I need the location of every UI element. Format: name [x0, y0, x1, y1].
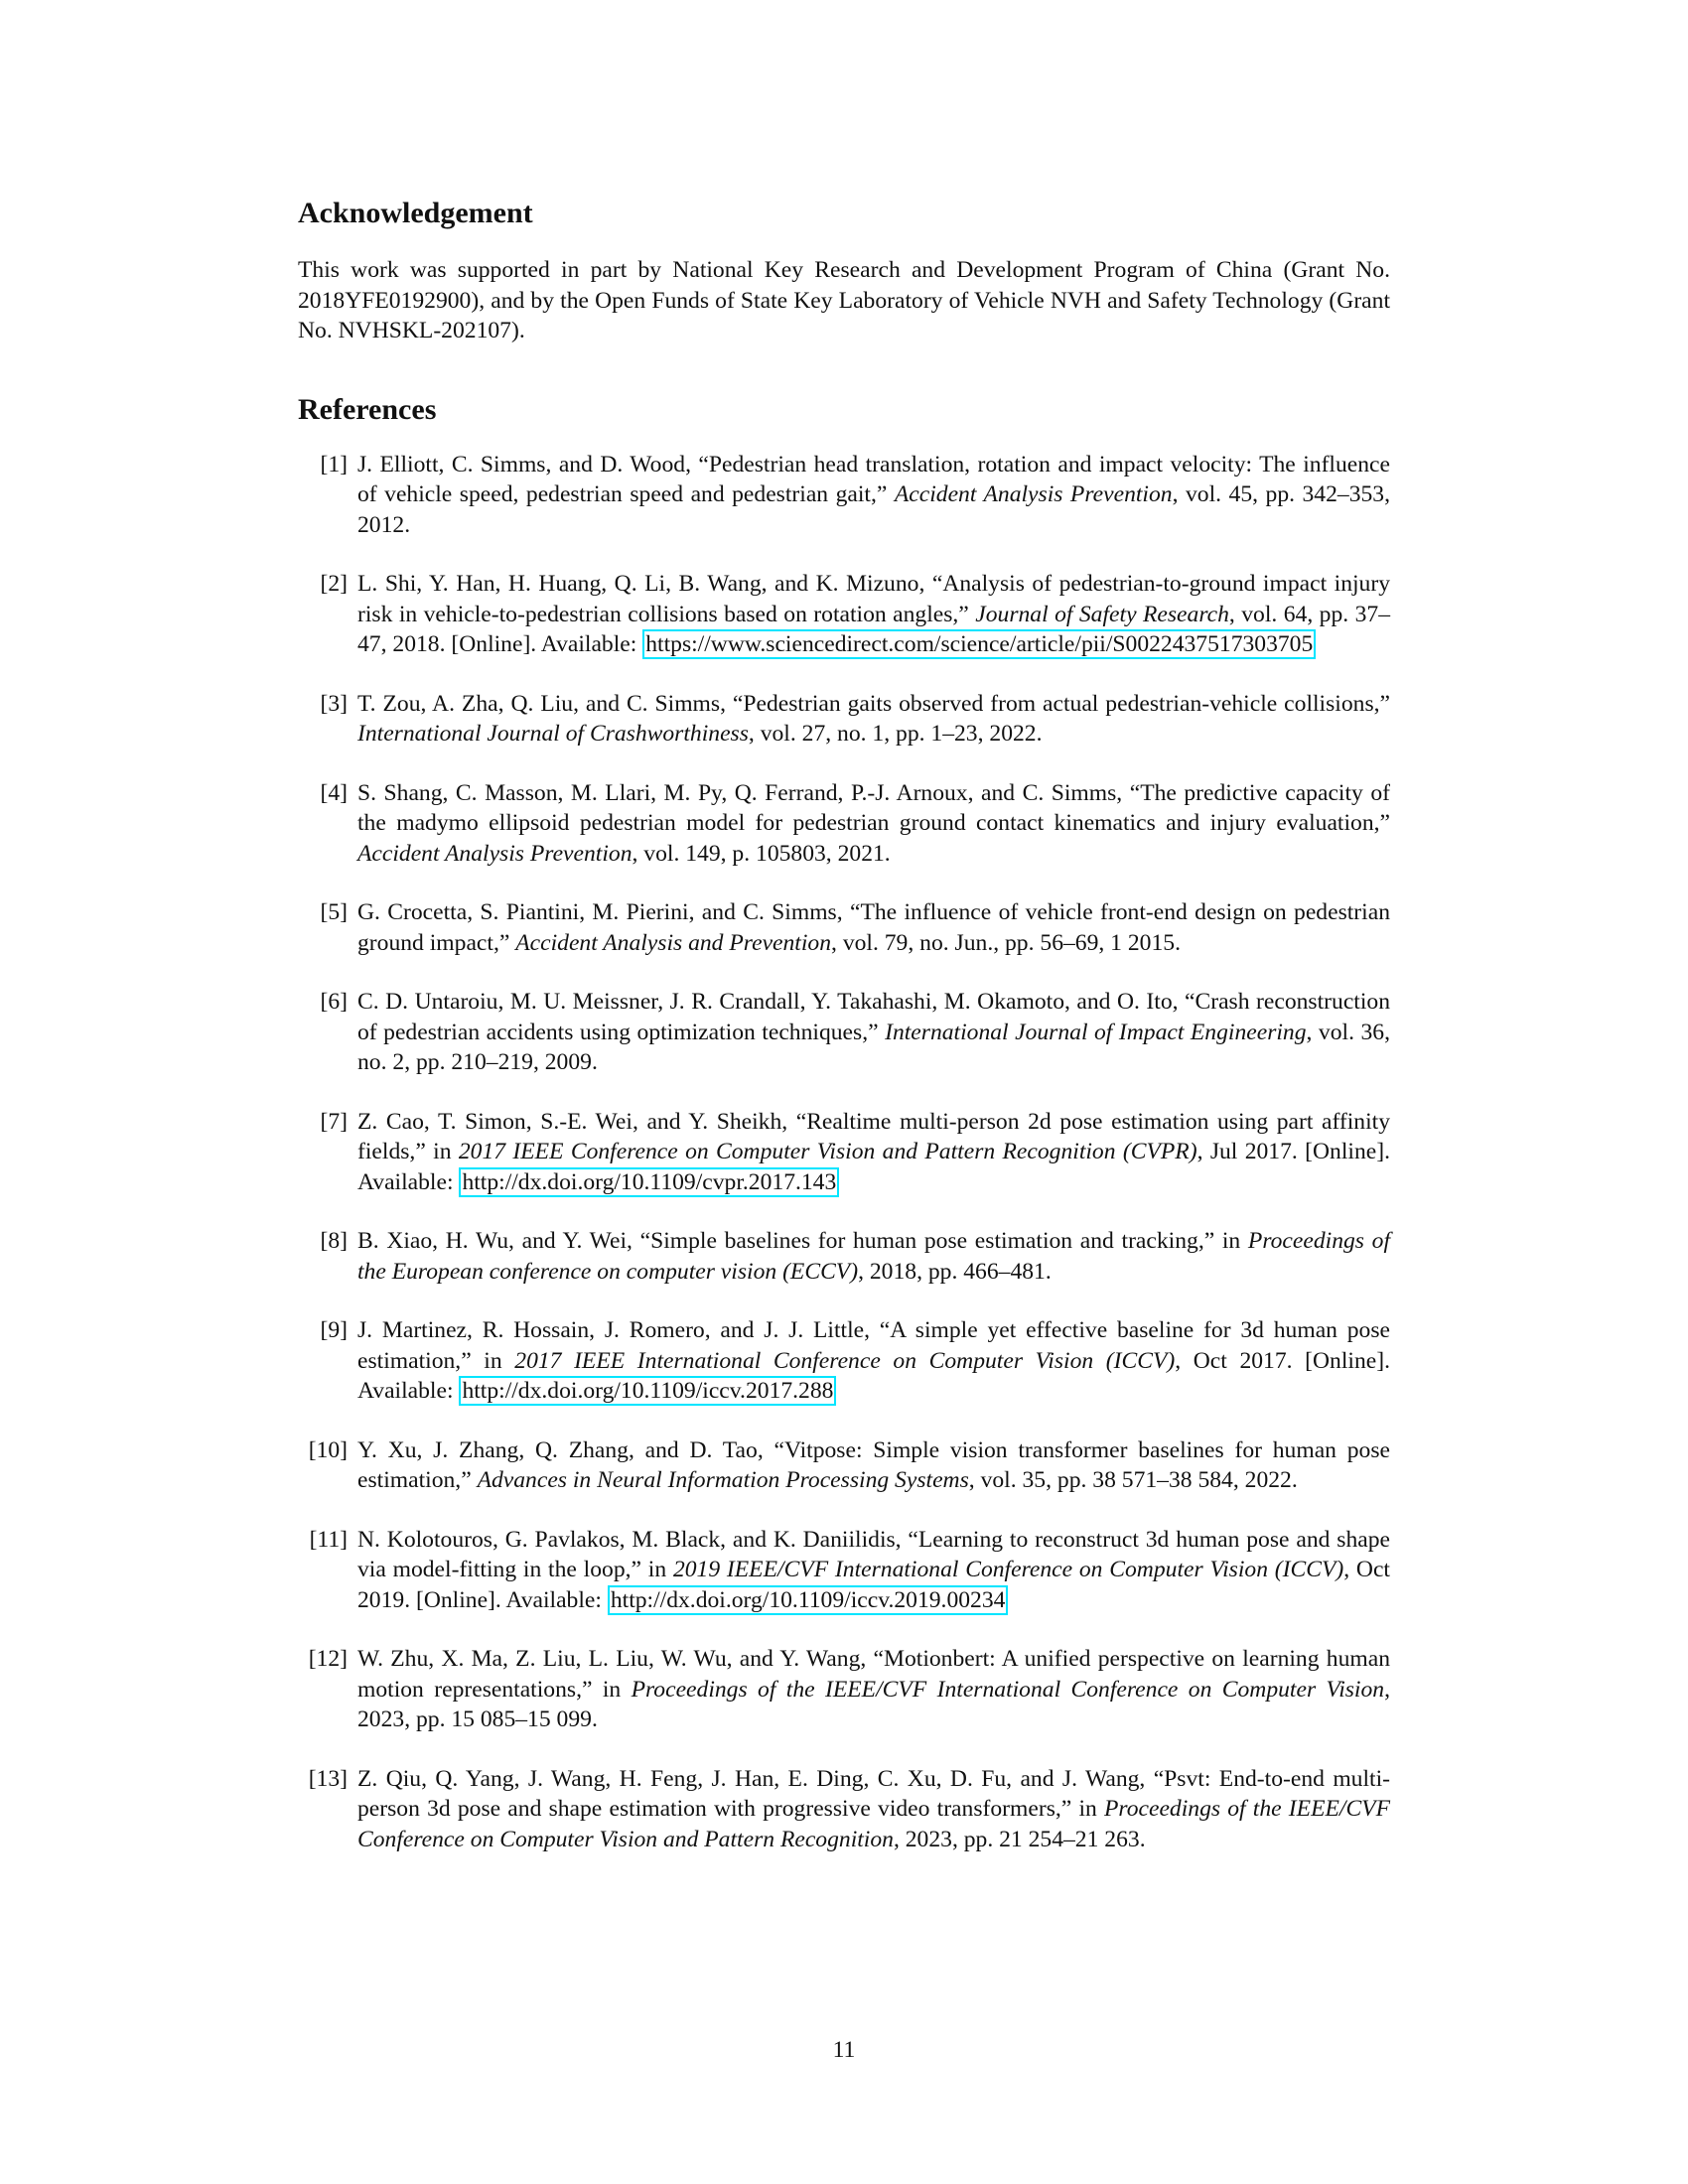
reference-details: , vol. 149, p. 105803, 2021.: [632, 840, 891, 867]
reference-authors-title: J. Elliott, C. Simms, and D. Wood, “Pedestrian head translation, rotation and impact velocity: The influence of vehicle speed, pedestrian speed and pedestrian gait,”: [357, 451, 1390, 507]
reference-venue: 2019 IEEE/CVF International Conference on Computer Vision (ICCV): [672, 1557, 1344, 1582]
reference-url-link[interactable]: http://dx.doi.org/10.1109/cvpr.2017.143: [459, 1167, 839, 1197]
reference-number: [11]: [309, 1526, 348, 1553]
reference-details: , vol. 79, no. Jun., pp. 56–69, 1 2015.: [831, 929, 1181, 956]
reference-number: [6]: [320, 989, 348, 1015]
reference-authors-title: S. Shang, C. Masson, M. Llari, M. Py, Q. Ferrand, P.-J. Arnoux, and C. Simms, “The predictive capacity of the madymo ellipsoid pedestrian model for pedestrian ground contact kinematics and injury evaluation,”: [357, 779, 1390, 836]
reference-item: [298, 450, 1390, 541]
references-heading: References: [298, 392, 437, 426]
reference-url-link[interactable]: https://www.sciencedirect.com/science/article/pii/S0022437517303705: [642, 629, 1316, 659]
reference-venue: Proceedings of the European conference on computer vision (ECCV): [357, 1228, 1391, 1285]
reference-venue: Advances in Neural Information Processing Systems: [477, 1467, 969, 1493]
reference-number: [10]: [308, 1436, 348, 1463]
reference-number: [5]: [320, 899, 348, 925]
reference-number: [1]: [320, 451, 348, 478]
page-number: 11: [832, 2037, 856, 2063]
reference-venue: International Journal of Impact Engineering: [885, 1019, 1307, 1045]
reference-details: , Oct 2019. [Online]. Available:: [357, 1557, 1390, 1613]
reference-venue: 2017 IEEE Conference on Computer Vision and Pattern Recognition (CVPR): [458, 1139, 1197, 1164]
reference-item: [298, 1764, 1390, 1855]
reference-number: [4]: [320, 779, 348, 806]
reference-details: , vol. 35, pp. 38 571–38 584, 2022.: [968, 1467, 1298, 1493]
reference-authors-title: Z. Cao, T. Simon, S.-E. Wei, and Y. Sheikh, “Realtime multi-person 2d pose estimation using part affinity fields,” in: [357, 1108, 1390, 1164]
reference-item: [298, 1644, 1390, 1735]
reference-venue: 2017 IEEE International Conference on Computer Vision (ICCV): [514, 1347, 1176, 1374]
reference-item: [298, 569, 1390, 660]
reference-list: [298, 450, 1390, 1855]
page-content: [298, 194, 1390, 1883]
reference-details: , vol. 64, pp. 37–47, 2018. [Online]. Available:: [357, 601, 1390, 657]
reference-details: , Oct 2017. [Online]. Available:: [357, 1347, 1390, 1404]
reference-item: [298, 1226, 1390, 1287]
reference-item: [298, 1107, 1390, 1198]
reference-details: , Jul 2017. [Online]. Available:: [357, 1139, 1390, 1195]
reference-item: [298, 1525, 1390, 1616]
reference-item: [298, 1315, 1390, 1407]
reference-item: [298, 987, 1390, 1078]
reference-authors-title: W. Zhu, X. Ma, Z. Liu, L. Liu, W. Wu, and Y. Wang, “Motionbert: A unified perspective on learning human motion representations,” in: [357, 1646, 1390, 1703]
reference-authors-title: J. Martinez, R. Hossain, J. Romero, and J. J. Little, “A simple yet effective baseline for 3d human pose estimation,” in: [357, 1317, 1390, 1374]
reference-venue: Accident Analysis Prevention: [894, 481, 1173, 507]
reference-authors-title: Y. Xu, J. Zhang, Q. Zhang, and D. Tao, “Vitpose: Simple vision transformer baselines for human pose estimation,”: [357, 1436, 1390, 1493]
acknowledgement-text: This work was supported in part by National Key Research and Development Program of China (Grant No. 2018YFE0192900), and by the Open Funds of State Key Laboratory of Vehicle NVH and Safety Technology (Grant No. NVHSKL-202107).: [298, 257, 1390, 343]
reference-number: [7]: [320, 1108, 348, 1135]
reference-venue: Proceedings of the IEEE/CVF Conference on Computer Vision and Pattern Recognition: [357, 1796, 1391, 1852]
reference-details: , 2018, pp. 466–481.: [858, 1258, 1052, 1285]
reference-authors-title: T. Zou, A. Zha, Q. Liu, and C. Simms, “Pedestrian gaits observed from actual pedestrian-vehicle collisions,”: [357, 690, 1390, 717]
reference-venue: Journal of Safety Research: [975, 601, 1229, 627]
reference-item: [298, 689, 1390, 750]
reference-item: [298, 1435, 1390, 1496]
reference-details: , vol. 27, no. 1, pp. 1–23, 2022.: [748, 721, 1043, 747]
reference-url-link[interactable]: http://dx.doi.org/10.1109/iccv.2019.00234: [608, 1585, 1009, 1615]
reference-details: , 2023, pp. 15 085–15 099.: [357, 1676, 1390, 1732]
reference-details: , vol. 36, no. 2, pp. 210–219, 2009.: [357, 1019, 1390, 1075]
reference-details: , 2023, pp. 21 254–21 263.: [893, 1826, 1146, 1852]
reference-authors-title: C. D. Untaroiu, M. U. Meissner, J. R. Crandall, Y. Takahashi, M. Okamoto, and O. Ito, “Crash reconstruction of pedestrian accidents using optimization techniques,”: [357, 989, 1390, 1045]
reference-venue: Accident Analysis and Prevention: [515, 929, 832, 956]
reference-item: [298, 778, 1390, 870]
reference-number: [9]: [320, 1317, 348, 1343]
reference-item: [298, 897, 1390, 958]
reference-number: [3]: [320, 690, 348, 717]
reference-venue: Accident Analysis Prevention: [357, 840, 633, 867]
reference-details: , vol. 45, pp. 342–353, 2012.: [357, 481, 1390, 538]
reference-number: [8]: [320, 1228, 348, 1254]
reference-number: [13]: [308, 1765, 348, 1792]
reference-authors-title: L. Shi, Y. Han, H. Huang, Q. Li, B. Wang, and K. Mizuno, “Analysis of pedestrian-to-ground impact injury risk in vehicle-to-pedestrian collisions based on rotation angles,”: [357, 571, 1390, 627]
reference-venue: International Journal of Crashworthiness: [357, 721, 749, 747]
reference-authors-title: Z. Qiu, Q. Yang, J. Wang, H. Feng, J. Han, E. Ding, C. Xu, D. Fu, and J. Wang, “Psvt: End-to-end multi-person 3d pose and shape estimation with progressive video transformers,” in: [357, 1765, 1390, 1822]
reference-authors-title: N. Kolotouros, G. Pavlakos, M. Black, and K. Daniilidis, “Learning to reconstruct 3d human pose and shape via model-fitting in the loop,” in: [357, 1526, 1390, 1582]
reference-number: [12]: [308, 1646, 348, 1672]
acknowledgement-heading: Acknowledgement: [298, 197, 533, 229]
reference-venue: Proceedings of the IEEE/CVF International Conference on Computer Vision: [631, 1676, 1385, 1703]
reference-authors-title: G. Crocetta, S. Piantini, M. Pierini, and C. Simms, “The influence of vehicle front-end design on pedestrian ground impact,”: [357, 899, 1390, 956]
reference-authors-title: B. Xiao, H. Wu, and Y. Wei, “Simple baselines for human pose estimation and tracking,” in: [357, 1228, 1241, 1254]
reference-url-link[interactable]: http://dx.doi.org/10.1109/iccv.2017.288: [459, 1376, 836, 1406]
reference-number: [2]: [320, 571, 348, 597]
